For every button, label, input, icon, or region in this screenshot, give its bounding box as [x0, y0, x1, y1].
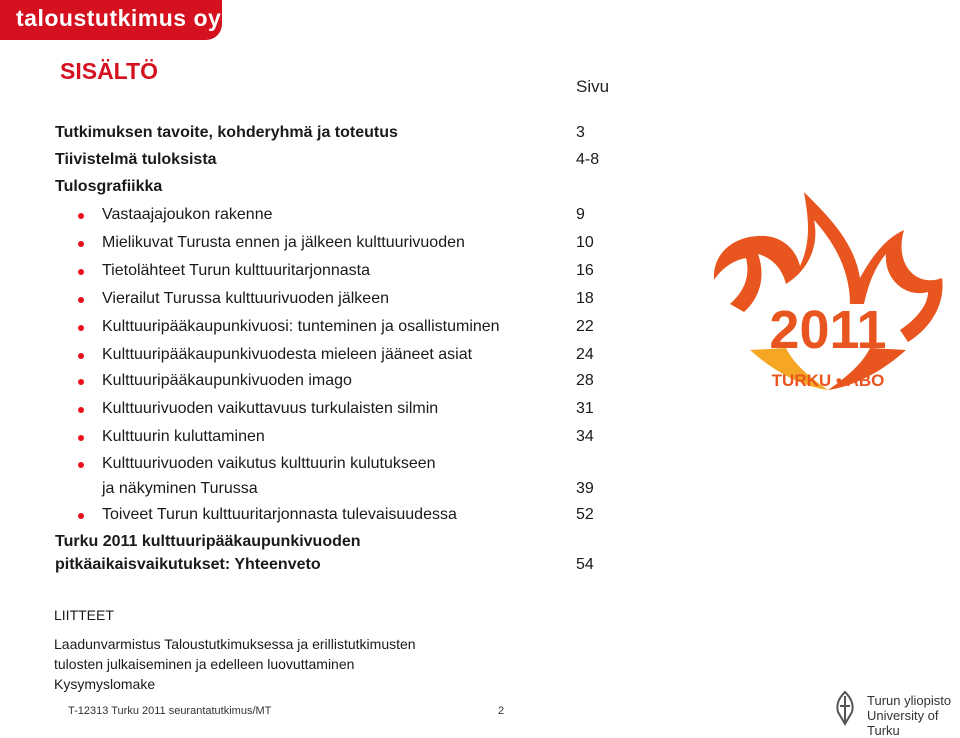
bullet-icon	[78, 297, 84, 303]
university-name-en: University of Turku	[867, 708, 939, 738]
appendix-item: tulosten julkaiseminen ja edelleen luovuttaminen	[54, 656, 355, 672]
toc-entry-title: Kulttuurin kuluttaminen	[102, 428, 265, 445]
toc-entry-title: pitkäaikaisvaikutukset: Yhteenveto	[55, 556, 321, 573]
page-title: SISÄLTÖ	[60, 58, 158, 84]
toc-entry-title: Turku 2011 kulttuuripääkaupunkivuoden	[55, 533, 361, 550]
toc-entry-page: 34	[576, 428, 594, 445]
toc-entry-title: Kulttuurivuoden vaikuttavuus turkulaisten silmin	[102, 400, 439, 417]
toc-entry-title: ja näkyminen Turussa	[102, 480, 258, 497]
toc-entry-title: Tiivistelmä tuloksista	[55, 151, 217, 168]
bullet-icon	[78, 213, 84, 219]
toc-entry-title: Kulttuuripääkaupunkivuoden imago	[102, 372, 352, 389]
toc-entry-title: Kulttuuripääkaupunkivuodesta mieleen jääneet asiat	[102, 346, 473, 363]
brand-logo-text: taloustutkimus oy	[16, 5, 222, 31]
bullet-icon	[78, 513, 84, 519]
bullet-icon	[78, 325, 84, 331]
toc-entry-page: 18	[576, 290, 594, 307]
bullet-icon	[78, 269, 84, 275]
toc-entry-page: 16	[576, 262, 594, 279]
toc-entry-title: Toiveet Turun kulttuuritarjonnasta tulevaisuudessa	[102, 506, 457, 523]
toc-entry-page: 39	[576, 480, 594, 497]
toc-entry-page: 24	[576, 346, 594, 363]
appendix-item: Laadunvarmistus Taloustutkimuksessa ja erillistutkimusten	[54, 636, 416, 652]
university-emblem-icon	[830, 690, 860, 726]
toc-entry-page: 54	[576, 556, 594, 573]
toc-entry-title: Vastaajajoukon rakenne	[102, 206, 273, 223]
footer-page-number: 2	[498, 705, 505, 717]
toc-entry-page: 52	[576, 506, 594, 523]
bullet-icon	[78, 462, 84, 468]
brand-header-bar	[0, 0, 222, 40]
page-column-header: Sivu	[576, 77, 610, 96]
toc-entry-page: 3	[576, 124, 585, 141]
toc-entry-page: 28	[576, 372, 594, 389]
toc-entry-title: Tutkimuksen tavoite, kohderyhmä ja toteutus	[55, 124, 398, 141]
bullet-icon	[78, 379, 84, 385]
toc-entry-title: Mielikuvat Turusta ennen ja jälkeen kulttuurivuoden	[102, 234, 465, 251]
toc-entry-page: 10	[576, 234, 594, 251]
toc-entry-title: Kulttuurivuoden vaikutus kulttuurin kulutukseen	[102, 455, 436, 472]
turku-2011-logo	[708, 180, 948, 410]
toc-entry-title: Kulttuuripääkaupunkivuosi: tunteminen ja osallistuminen	[102, 318, 500, 335]
appendix-title: LIITTEET	[54, 607, 114, 623]
toc-entry-page: 22	[576, 318, 594, 335]
toc-entry-title: Vierailut Turussa kulttuurivuoden jälkeen	[102, 290, 389, 307]
footer-document-id: T-12313 Turku 2011 seurantatutkimus/MT	[68, 705, 272, 717]
logo-year: 2011	[769, 300, 887, 360]
bullet-icon	[78, 407, 84, 413]
toc-entry-page: 31	[576, 400, 594, 417]
university-name-fi: Turun yliopisto	[867, 693, 952, 708]
bullet-icon	[78, 241, 84, 247]
university-name	[867, 693, 960, 738]
logo-tagline: TURKU • ÅBO	[771, 371, 885, 390]
toc-entry-title: Tietolähteet Turun kulttuuritarjonnasta	[102, 262, 371, 279]
bullet-icon	[78, 435, 84, 441]
toc-entry-page: 4-8	[576, 151, 600, 168]
bullet-icon	[78, 353, 84, 359]
toc-entry-page: 9	[576, 206, 585, 223]
appendix-item: Kysymyslomake	[54, 676, 156, 692]
toc-entry-title: Tulosgrafiikka	[55, 178, 163, 195]
